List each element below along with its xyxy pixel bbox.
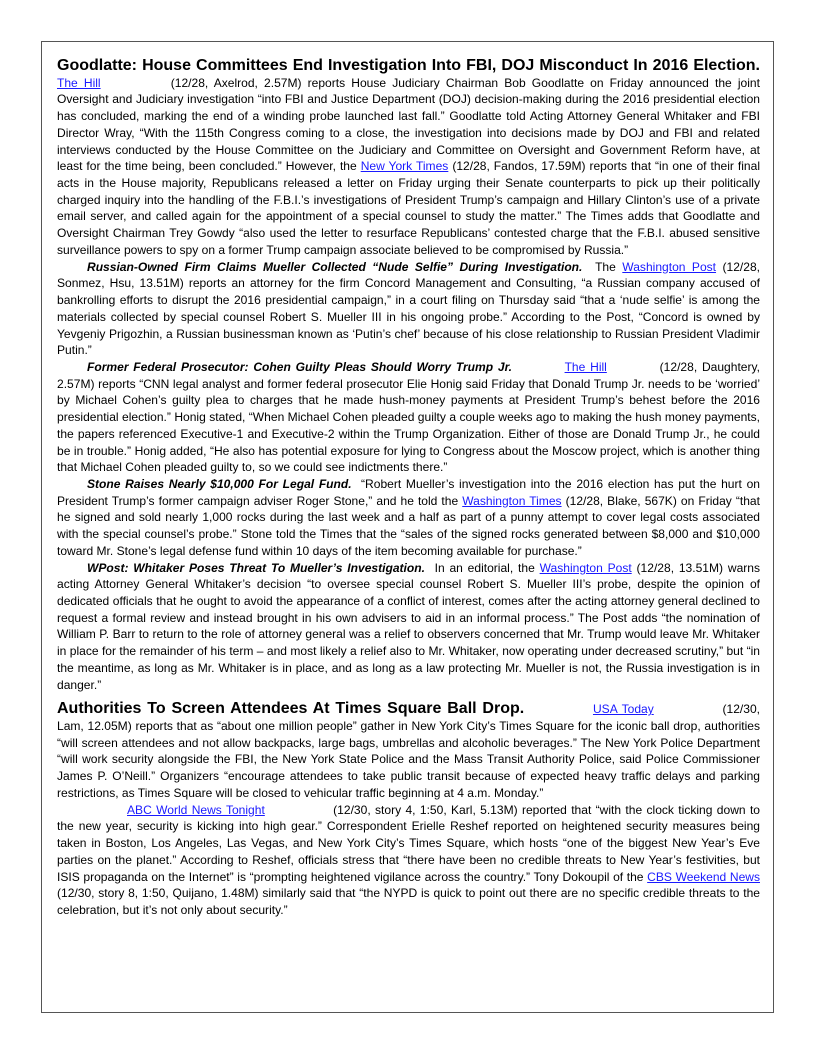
story-lead: Former Federal Prosecutor: Cohen Guilty Pleas Should Worry Trump Jr. xyxy=(87,359,512,374)
story-text: “Robert Mueller’s investigation into the 2016 election has put the hurt on President Trump’s former campaign adviser Roger Stone,” and he told the xyxy=(57,476,760,508)
story-lead: WPost: Whitaker Poses Threat To Mueller’s Investigation. xyxy=(87,560,425,575)
story-text: (12/30, story 8, 1:50, Quijano, 1.48M) similarly said that “the NYPD is quick to point out there are no specific credible threats to the celebration, but it’s not only about security.” xyxy=(57,886,760,917)
story-mueller-selfie xyxy=(57,259,760,359)
story-text: (12/28, Sonmez, Hsu, 13.51M) reports an attorney for the firm Concord Management and Consulting, “a Russian company accused of bankrolling efforts to disrupt the 2016 presidential campaign,” in a court filing on Thursday said “that a ‘nude selfie’ is among the materials collected by special counsel Robert S. Mueller III in his ongoing probe.” According to the Post, “Concord is owned by Yevgeniy Prigozhin, a Russian businessman known as ‘Putin’s chef’ because of his close relationship to Russian President Vladimir Putin.” xyxy=(57,259,760,358)
source-link-cbs-weekend-news[interactable]: CBS Weekend News xyxy=(647,869,760,884)
story-times-square xyxy=(57,701,760,801)
story-stone-fund xyxy=(57,476,760,560)
story-headline: Goodlatte: House Committees End Investigation Into FBI, DOJ Misconduct In 2016 Election. xyxy=(57,57,760,74)
story-text: (12/28, Axelrod, 2.57M) reports House Judiciary Chairman Bob Goodlatte on Friday announced the joint Oversight and Judiciary investigation “into FBI and Justice Department (DOJ) decision-making during the 2016 presidential election has concluded, marking the end of a winding probe launched last fall.” Goodlatte told Acting Attorney General Whitaker and FBI Director Wray, “With the 115th Congress coming to a close, the investigation into decisions made by DOJ and FBI and related interviews conducted by the House Committee on the Judiciary and Committee on Oversight and Government Reform have, at least for the time being, been concluded.” However, the xyxy=(57,75,760,174)
source-link-usa-today[interactable]: USA Today xyxy=(592,702,654,717)
story-headline: Authorities To Screen Attendees At Times Square Ball Drop. xyxy=(57,700,525,718)
source-link-washington-post[interactable]: Washington Post xyxy=(539,560,632,575)
story-text: The xyxy=(595,259,616,274)
story-goodlatte xyxy=(57,58,760,259)
source-link-washington-times[interactable]: Washington Times xyxy=(462,493,562,508)
story-lead: Stone Raises Nearly $10,000 For Legal Fund. xyxy=(87,476,352,491)
story-abc-security xyxy=(57,802,760,919)
story-text: (12/30, story 4, 1:50, Karl, 5.13M) reported that “with the clock ticking down to the new year, security is kicking into high gear.” Correspondent Erielle Reshef reported on heightened security measures being taken in Boston, Los Angeles, Las Vegas, and New York City’s Times Square, which hosts “one of the biggest New Year’s Eve parties on the planet.” According to Reshef, officials stress that “there have been no credible threats to New Year’s festivities, but ISIS propaganda on the Internet” is “prompting heightened vigilance across the country.” Tony Dokoupil of the xyxy=(57,802,760,884)
source-link-abc-world-news[interactable]: ABC World News Tonight xyxy=(127,802,265,817)
source-link-new-york-times[interactable]: New York Times xyxy=(360,159,449,174)
source-link-the-hill[interactable]: The Hill xyxy=(564,359,607,374)
story-text: In an editorial, the xyxy=(434,560,535,575)
story-text: (12/28, Daughtery, 2.57M) reports “CNN legal analyst and former federal prosecutor Elie Honig said Friday that Donald Trump Jr. needs to be ‘worried’ by Michael Cohen’s guilty plea to charges that he made hush-money payments at President Trump’s behest before the 2016 presidential election.” Honig stated, “When Michael Cohen pleaded guilty a couple weeks ago to making the hush money payments, the papers referenced Executive-1 and Executive-2 within the Trump Organization. Either of those are Donald Trump Jr., he could be in trouble.” Honig added, “He also has potential exposure for lying to Congress about the Moscow project, which is another thing that Michael Cohen pleaded guilty to, so we could see indictments there.” xyxy=(57,359,760,475)
source-link-washington-post[interactable]: Washington Post xyxy=(622,259,717,274)
story-cohen-pleas xyxy=(57,359,760,476)
story-text: (12/30, Lam, 12.05M) reports that as “about one million people” gather in New York City’s Times Square for the iconic ball drop, authorities “will screen attendees and not allow backpacks, large bags, umbrellas and alcoholic beverages.” The New York Police Department “will work security alongside the FBI, the New York State Police and the Mass Transit Authority Police, said Police Commissioner James P. O’Neill.” Organizers “encourage attendees to take public transit because of expected heavy traffic delays and parking restrictions, as Times Square will be closed to vehicular traffic beginning at 4 a.m. Monday.” xyxy=(57,702,761,800)
story-text: (12/28, Blake, 567K) on Friday “that he signed and sold nearly 1,000 rocks during the last week and a half as part of a punny attempt to cover legal costs associated with the special counsel’s probe.” Stone told the Times that the “sales of the signed rocks generated between $8,000 and $10,000 toward Mr. Stone’s legal defense fund within 10 days of the item becoming available for purchase.” xyxy=(57,493,760,558)
source-link-the-hill[interactable]: The Hill xyxy=(57,75,101,90)
news-clips-content xyxy=(57,58,760,919)
story-whitaker-threat xyxy=(57,560,760,694)
story-text: (12/28, Fandos, 17.59M) reports that “in one of their final acts in the House majority, Republicans released a letter on Friday urging their Senate counterparts to pick up their politically charged inquiry into the handling of the F.B.I.’s investigations of President Trump’s campaign and Hillary Clinton’s use of a private email server, and called again for the appointment of a special counsel to study the matter.” The Times adds that Goodlatte and Oversight Chairman Trey Gowdy “also used the letter to resurface Republicans’ contested charge that the F.B.I. abused sensitive surveillance powers to spy on a former Trump campaign associate believed to be compromised by Russia.” xyxy=(57,159,760,257)
story-lead: Russian-Owned Firm Claims Mueller Collected “Nude Selfie” During Investigation. xyxy=(87,259,583,274)
story-text: (12/28, 13.51M) warns acting Attorney General Whitaker’s decision “to oversee special counsel Robert S. Mueller III’s probe, despite the opinion of dedicated officials that he ought to avoid the appearance of a conflict of interest, comes after the acting attorney general declined to request a formal review and instead brought in his own advisers to aid in an informal process.” The Post adds “the nomination of William P. Barr to return to the role of attorney general was a relief to observers concerned that Mr. Trump would leave Mr. Whitaker in place for the remainder of his term – and most likely a relief also to Mr. Whitaker, now operating under decreased scrutiny,” but “in the meantime, as long as Mr. Whitaker is in place, and as long as a law protecting Mr. Mueller is not, the Russia investigation is in danger.” xyxy=(57,560,760,692)
